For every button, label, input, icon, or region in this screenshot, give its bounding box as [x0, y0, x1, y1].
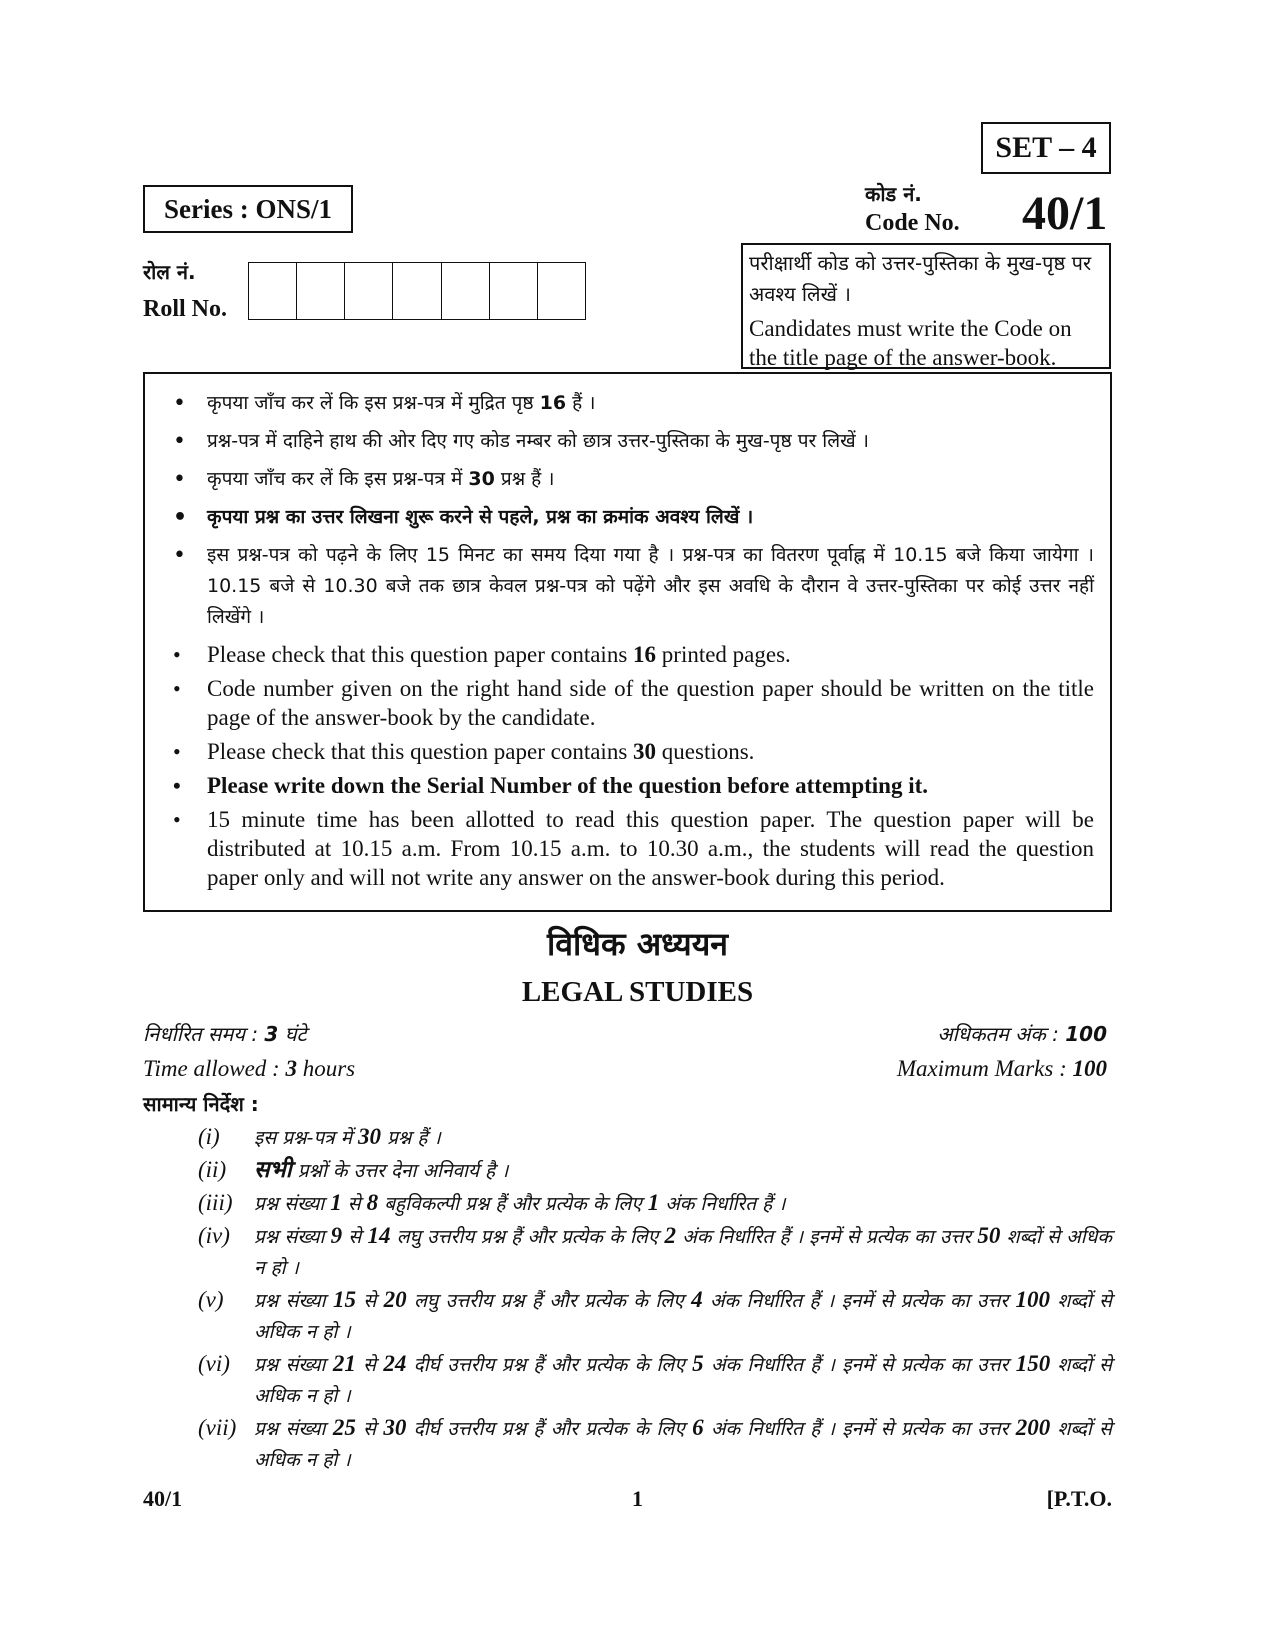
general-instruction-fragment: से — [355, 1354, 384, 1376]
instruction-text: Please check that this question paper contains — [207, 642, 634, 667]
general-instruction-text — [254, 1154, 1112, 1187]
general-instruction-text — [254, 1412, 1112, 1476]
instruction-item — [165, 540, 1094, 633]
general-instruction-fragment: इस प्रश्न-पत्र में — [254, 1127, 359, 1149]
instruction-item — [165, 737, 1094, 766]
time-english-unit: hours — [296, 1056, 356, 1081]
general-instruction-emphasis: 8 — [366, 1190, 379, 1215]
instruction-item — [165, 388, 1094, 419]
pto-label: [P.T.O. — [1046, 1486, 1112, 1511]
general-instruction-emphasis: 15 — [332, 1287, 356, 1312]
roll-digit-box[interactable] — [249, 263, 297, 319]
instruction-text: कृपया जाँच कर लें कि इस प्रश्न-पत्र में — [207, 468, 469, 490]
code-label-english: Code No. — [865, 210, 960, 236]
general-instruction-number: (v) — [198, 1287, 224, 1312]
general-instruction-fragment: प्रश्नों के उत्तर देना अनिवार्य है । — [291, 1160, 509, 1182]
general-instruction-fragment: शब्दों से अधिक न हो । — [254, 1418, 1112, 1471]
general-instruction-emphasis: 50 — [977, 1223, 1001, 1248]
code-note-english: Candidates must write the Code on the title page of the answer-book. — [749, 316, 1072, 370]
general-instruction-fragment: से — [355, 1418, 384, 1440]
general-instruction-text — [254, 1187, 1112, 1220]
general-instruction-fragment: अंक निर्धारित हैं । इनमें से प्रत्येक का उत्तर — [702, 1290, 1016, 1312]
general-instruction-number: (iii) — [198, 1190, 233, 1215]
instruction-text: कृपया जाँच कर लें कि इस प्रश्न-पत्र में मुद्रित पृष्ठ — [207, 392, 540, 414]
instruction-text-end: questions. — [656, 739, 755, 764]
general-instruction-emphasis: 21 — [332, 1351, 356, 1376]
general-instruction-fragment: अंक निर्धारित हैं । इनमें से प्रत्येक का उत्तर — [703, 1354, 1016, 1376]
marks-hindi-label: अधिकतम अंक : — [937, 1022, 1066, 1046]
general-instruction-fragment: लघु उत्तरीय प्रश्न हैं और प्रत्येक के लिए — [390, 1226, 665, 1248]
time-allowed-english — [143, 1056, 355, 1082]
general-instruction-item — [198, 1187, 1112, 1220]
instruction-item — [165, 674, 1094, 732]
roll-number-grid[interactable] — [248, 262, 586, 320]
general-instruction-fragment: शब्दों से अधिक न हो । — [254, 1354, 1112, 1407]
time-allowed-hindi — [143, 1020, 307, 1047]
general-instruction-emphasis: 5 — [692, 1351, 704, 1376]
roll-digit-box[interactable] — [297, 263, 345, 319]
instruction-item — [165, 464, 1094, 495]
general-instruction-fragment: प्रश्न संख्या — [254, 1193, 331, 1215]
time-hindi-label: निर्धारित समय : — [143, 1022, 265, 1046]
series-box — [143, 185, 353, 233]
instruction-text-end: प्रश्न हैं । — [494, 468, 555, 490]
general-instruction-fragment: अंक निर्धारित हैं । — [659, 1193, 786, 1215]
general-instruction-text — [254, 1284, 1112, 1348]
general-instruction-fragment: प्रश्न संख्या — [254, 1418, 333, 1440]
roll-digit-box[interactable] — [538, 263, 585, 319]
roll-digit-box[interactable] — [490, 263, 538, 319]
general-instruction-fragment: प्रश्न संख्या — [254, 1290, 333, 1312]
general-instruction-item — [198, 1284, 1112, 1348]
general-instruction-fragment: से — [341, 1193, 367, 1215]
general-instructions-list — [198, 1121, 1112, 1476]
general-instruction-emphasis: 30 — [383, 1415, 407, 1440]
instruction-number: 16 — [633, 642, 657, 667]
set-box-border — [981, 122, 1111, 174]
code-note-box — [741, 243, 1111, 369]
general-instruction-item — [198, 1412, 1112, 1476]
general-instruction-item — [198, 1154, 1112, 1187]
general-instruction-fragment: अंक निर्धारित हैं । इनमें से प्रत्येक का उत्तर — [676, 1226, 978, 1248]
general-instruction-emphasis: 150 — [1015, 1351, 1051, 1376]
marks-english-label: Maximum Marks : — [896, 1056, 1073, 1081]
general-instruction-emphasis: 24 — [383, 1351, 407, 1376]
instruction-item — [165, 640, 1094, 669]
instruction-text: Please check that this question paper contains — [207, 739, 634, 764]
instruction-item — [165, 426, 1094, 457]
general-instruction-text — [254, 1348, 1112, 1412]
general-instruction-fragment: से — [355, 1290, 384, 1312]
code-label-hindi: कोड नं. — [865, 182, 922, 206]
general-instruction-emphasis: 30 — [358, 1124, 382, 1149]
general-instructions-heading: सामान्य निर्देश : — [143, 1092, 259, 1116]
instruction-text: Code number given on the right hand side of the question paper should be written on the title page of the answer-book by the candidate. — [207, 676, 1094, 730]
set-number: SET – 4 — [995, 131, 1097, 164]
general-instruction-emphasis: 1 — [330, 1190, 342, 1215]
instructions-list — [165, 388, 1094, 892]
general-instruction-emphasis: 9 — [330, 1223, 343, 1248]
instruction-text: इस प्रश्न-पत्र को पढ़ने के लिए 15 मिनट का समय दिया गया है । प्रश्न-पत्र का वितरण पूर्वाह्न में 10.15 बजे किया जायेगा । 10.15 बजे से 10.30 बजे तक छात्र केवल प्रश्न-पत्र को पढ़ेंगे और इस अवधि के दौरान वे उत्तर-पुस्तिका पर कोई उत्तर नहीं लिखेंगे । — [207, 544, 1094, 628]
instruction-text: प्रश्न-पत्र में दाहिने हाथ की ओर दिए गए कोड नम्बर को छात्र उत्तर-पुस्तिका के मुख-पृष्ठ पर लिखें । — [207, 430, 869, 452]
instruction-item — [165, 805, 1094, 892]
general-instruction-emphasis: 25 — [332, 1415, 356, 1440]
marks-hindi-value: 100 — [1065, 1022, 1107, 1046]
general-instruction-number: (ii) — [198, 1157, 227, 1182]
general-instruction-item — [198, 1348, 1112, 1412]
general-instruction-fragment: प्रश्न हैं । — [381, 1127, 441, 1149]
general-instruction-fragment: लघु उत्तरीय प्रश्न हैं और प्रत्येक के लिए — [406, 1290, 692, 1312]
general-instruction-emphasis: 200 — [1015, 1415, 1051, 1440]
general-instruction-item — [198, 1220, 1112, 1284]
roll-digit-box[interactable] — [393, 263, 441, 319]
general-instruction-item — [198, 1121, 1112, 1154]
instruction-number: 30 — [633, 739, 657, 764]
general-instruction-fragment: प्रश्न संख्या — [254, 1226, 331, 1248]
general-instruction-fragment: दीर्घ उत्तरीय प्रश्न हैं और प्रत्येक के लिए — [406, 1418, 693, 1440]
instruction-text: 15 minute time has been allotted to read this question paper. The question paper will be distributed at 10.15 a.m. From 10.15 a.m. to 10.30 a.m., the students will read the question paper only and will not write any answer on the answer-book during this period. — [207, 807, 1094, 890]
general-instruction-number: (vii) — [198, 1415, 237, 1440]
general-instruction-number: (i) — [198, 1124, 220, 1149]
general-instruction-emphasis: सभी — [254, 1157, 292, 1182]
general-instruction-emphasis: 14 — [367, 1223, 391, 1248]
general-instruction-emphasis: 1 — [647, 1190, 660, 1215]
instruction-number: 16 — [539, 392, 567, 414]
time-english-label: Time allowed : — [143, 1056, 286, 1081]
general-instruction-emphasis: 6 — [692, 1415, 704, 1440]
general-instruction-fragment: शब्दों से अधिक न हो । — [254, 1290, 1112, 1343]
instruction-number: 30 — [468, 468, 495, 490]
page-number: 1 — [632, 1486, 643, 1511]
roll-label-hindi: रोल नं. — [143, 260, 196, 284]
general-instruction-fragment: दीर्घ उत्तरीय प्रश्न हैं और प्रत्येक के लिए — [406, 1354, 693, 1376]
general-instruction-text — [254, 1220, 1112, 1284]
general-instruction-fragment: बहुविकल्पी प्रश्न हैं और प्रत्येक के लिए — [378, 1193, 648, 1215]
general-instruction-fragment: शब्दों से अधिक न हो । — [254, 1226, 1112, 1279]
marks-english-value: 100 — [1072, 1056, 1107, 1081]
general-instruction-fragment: प्रश्न संख्या — [254, 1354, 333, 1376]
general-instruction-emphasis: 20 — [383, 1287, 407, 1312]
instruction-text-end: हैं । — [566, 392, 596, 414]
general-instruction-emphasis: 4 — [691, 1287, 703, 1312]
time-hindi-value: 3 — [264, 1022, 279, 1046]
instruction-item — [165, 502, 1094, 533]
roll-label-english: Roll No. — [143, 296, 227, 322]
footer-code: 40/1 — [143, 1486, 183, 1511]
series-label: Series : ONS/1 — [164, 193, 332, 224]
general-instruction-fragment: से — [342, 1226, 368, 1248]
time-english-value: 3 — [285, 1056, 297, 1081]
instruction-text: कृपया प्रश्न का उत्तर लिखना शुरू करने से पहले, प्रश्न का क्रमांक अवश्य लिखें । — [207, 506, 754, 528]
general-instruction-emphasis: 100 — [1015, 1287, 1051, 1312]
instruction-text: Please write down the Serial Number of the question before attempting it. — [207, 773, 929, 798]
roll-digit-box[interactable] — [345, 263, 393, 319]
code-note-hindi: परीक्षार्थी कोड को उत्तर-पुस्तिका के मुख-पृष्ठ पर अवश्य लिखें । — [749, 251, 1092, 306]
code-number: 40/1 — [1022, 187, 1108, 240]
subject-title-english: LEGAL STUDIES — [521, 976, 754, 1008]
instruction-item — [165, 771, 1094, 800]
subject-title-hindi: विधिक अध्ययन — [546, 925, 729, 963]
general-instruction-text — [254, 1121, 1112, 1154]
instructions-box — [143, 372, 1112, 912]
general-instruction-fragment: अंक निर्धारित हैं । इनमें से प्रत्येक का उत्तर — [703, 1418, 1016, 1440]
max-marks-english — [897, 1056, 1107, 1082]
general-instruction-number: (iv) — [198, 1223, 230, 1248]
roll-digit-box[interactable] — [442, 263, 490, 319]
time-hindi-unit: घंटे — [278, 1022, 307, 1046]
max-marks-hindi — [937, 1020, 1107, 1047]
general-instruction-number: (vi) — [198, 1351, 230, 1376]
instruction-text-end: printed pages. — [656, 642, 791, 667]
general-instruction-emphasis: 2 — [664, 1223, 677, 1248]
